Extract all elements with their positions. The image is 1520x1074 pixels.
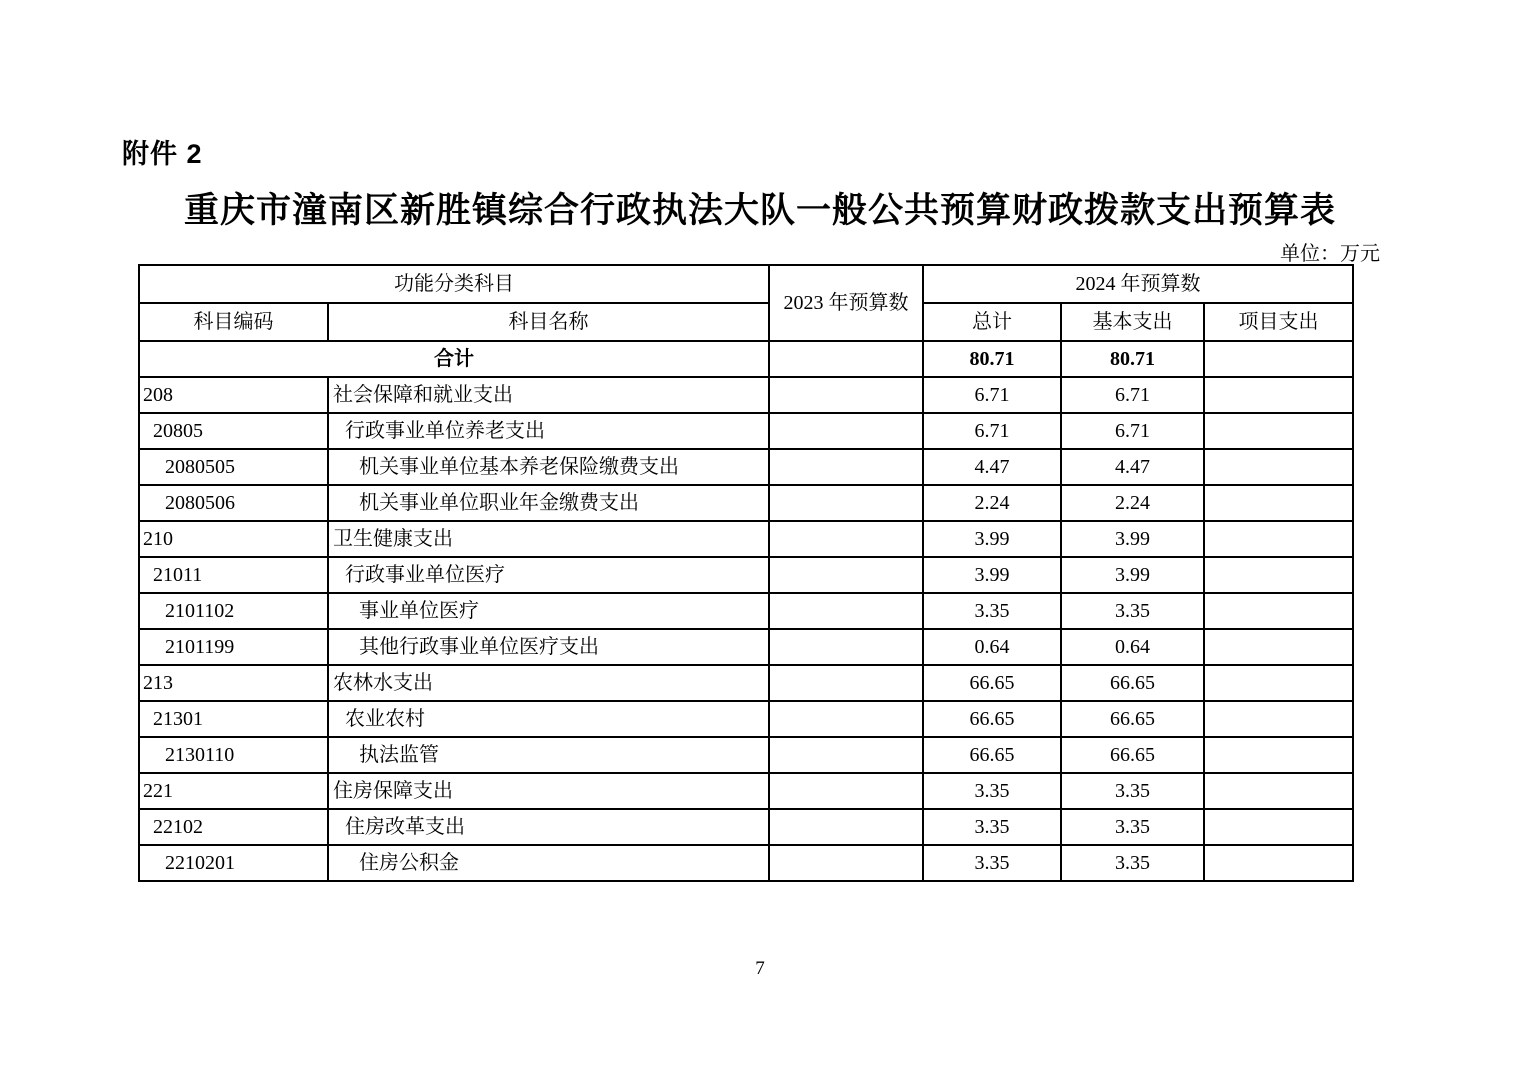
row-code-cell: 210 — [139, 521, 328, 557]
table-row — [139, 629, 1353, 665]
row-name-cell: 机关事业单位职业年金缴费支出 — [328, 485, 769, 521]
table-row — [139, 557, 1353, 593]
row-total-cell: 0.64 — [923, 629, 1061, 665]
row-code-cell: 221 — [139, 773, 328, 809]
header-budget-2024: 2024 年预算数 — [923, 265, 1353, 303]
row-code-cell: 213 — [139, 665, 328, 701]
row-code-cell: 2080506 — [139, 485, 328, 521]
row-project-cell — [1204, 665, 1353, 701]
row-total-cell: 3.35 — [923, 593, 1061, 629]
row-code-cell: 2080505 — [139, 449, 328, 485]
row-project-cell — [1204, 377, 1353, 413]
row-code-cell: 2101102 — [139, 593, 328, 629]
row-basic-cell: 2.24 — [1061, 485, 1204, 521]
table-header-row-2 — [139, 303, 1353, 341]
table-row — [139, 449, 1353, 485]
row-2023-cell — [769, 449, 923, 485]
row-2023-cell — [769, 485, 923, 521]
row-project-cell — [1204, 593, 1353, 629]
row-code-cell: 20805 — [139, 413, 328, 449]
row-name-cell: 机关事业单位基本养老保险缴费支出 — [328, 449, 769, 485]
table-row — [139, 809, 1353, 845]
row-project-cell — [1204, 737, 1353, 773]
row-basic-cell: 66.65 — [1061, 665, 1204, 701]
header-budget-2023: 2023 年预算数 — [769, 265, 923, 341]
row-basic-cell: 3.99 — [1061, 521, 1204, 557]
row-project-cell — [1204, 629, 1353, 665]
row-project-cell — [1204, 845, 1353, 881]
row-basic-cell: 66.65 — [1061, 737, 1204, 773]
row-name-cell: 农业农村 — [328, 701, 769, 737]
row-name-cell: 农林水支出 — [328, 665, 769, 701]
row-code-cell: 2130110 — [139, 737, 328, 773]
row-project-cell — [1204, 449, 1353, 485]
table-row — [139, 701, 1353, 737]
row-name-cell: 社会保障和就业支出 — [328, 377, 769, 413]
row-project-cell — [1204, 557, 1353, 593]
row-total-cell: 66.65 — [923, 665, 1061, 701]
table-row — [139, 665, 1353, 701]
row-2023-cell — [769, 845, 923, 881]
table-row — [139, 485, 1353, 521]
row-total-cell: 2.24 — [923, 485, 1061, 521]
row-2023-cell — [769, 521, 923, 557]
row-2023-cell — [769, 701, 923, 737]
header-basic-expense: 基本支出 — [1061, 303, 1204, 341]
table-total-row — [139, 341, 1353, 377]
page-number: 7 — [755, 958, 765, 979]
table-row — [139, 413, 1353, 449]
row-2023-cell — [769, 593, 923, 629]
row-name-cell: 住房保障支出 — [328, 773, 769, 809]
row-basic-cell: 0.64 — [1061, 629, 1204, 665]
row-project-cell — [1204, 485, 1353, 521]
table-row — [139, 377, 1353, 413]
row-name-cell: 其他行政事业单位医疗支出 — [328, 629, 769, 665]
total-row-project-cell — [1204, 341, 1353, 377]
row-total-cell: 3.35 — [923, 845, 1061, 881]
table-row — [139, 521, 1353, 557]
row-total-cell: 3.35 — [923, 809, 1061, 845]
row-2023-cell — [769, 629, 923, 665]
row-project-cell — [1204, 413, 1353, 449]
total-row-2023-cell — [769, 341, 923, 377]
table-row — [139, 773, 1353, 809]
row-2023-cell — [769, 773, 923, 809]
budget-table — [138, 264, 1354, 882]
row-2023-cell — [769, 737, 923, 773]
row-basic-cell: 3.35 — [1061, 809, 1204, 845]
row-total-cell: 3.35 — [923, 773, 1061, 809]
row-2023-cell — [769, 665, 923, 701]
row-2023-cell — [769, 809, 923, 845]
row-total-cell: 3.99 — [923, 557, 1061, 593]
row-name-cell: 执法监管 — [328, 737, 769, 773]
row-total-cell: 4.47 — [923, 449, 1061, 485]
row-total-cell: 66.65 — [923, 701, 1061, 737]
row-code-cell: 2210201 — [139, 845, 328, 881]
row-name-cell: 行政事业单位医疗 — [328, 557, 769, 593]
row-total-cell: 6.71 — [923, 413, 1061, 449]
total-row-total-cell: 80.71 — [923, 341, 1061, 377]
header-total: 总计 — [923, 303, 1061, 341]
row-basic-cell: 3.35 — [1061, 593, 1204, 629]
row-2023-cell — [769, 377, 923, 413]
row-basic-cell: 3.35 — [1061, 845, 1204, 881]
row-basic-cell: 6.71 — [1061, 377, 1204, 413]
row-basic-cell: 6.71 — [1061, 413, 1204, 449]
row-code-cell: 2101199 — [139, 629, 328, 665]
header-subject-code: 科目编码 — [139, 303, 328, 341]
row-name-cell: 事业单位医疗 — [328, 593, 769, 629]
row-name-cell: 住房改革支出 — [328, 809, 769, 845]
row-project-cell — [1204, 521, 1353, 557]
row-total-cell: 6.71 — [923, 377, 1061, 413]
row-basic-cell: 4.47 — [1061, 449, 1204, 485]
row-name-cell: 住房公积金 — [328, 845, 769, 881]
total-row-label: 合计 — [139, 341, 769, 377]
attachment-label: 附件 2 — [122, 139, 203, 169]
row-name-cell: 行政事业单位养老支出 — [328, 413, 769, 449]
header-subject-name: 科目名称 — [328, 303, 769, 341]
row-2023-cell — [769, 557, 923, 593]
total-row-basic-cell: 80.71 — [1061, 341, 1204, 377]
header-function-group: 功能分类科目 — [139, 265, 769, 303]
table-row — [139, 845, 1353, 881]
header-project-expense: 项目支出 — [1204, 303, 1353, 341]
row-basic-cell: 66.65 — [1061, 701, 1204, 737]
row-basic-cell: 3.35 — [1061, 773, 1204, 809]
row-code-cell: 208 — [139, 377, 328, 413]
page-title: 重庆市潼南区新胜镇综合行政执法大队一般公共预算财政拨款支出预算表 — [183, 191, 1336, 230]
row-code-cell: 21011 — [139, 557, 328, 593]
row-project-cell — [1204, 809, 1353, 845]
row-total-cell: 3.99 — [923, 521, 1061, 557]
table-row — [139, 593, 1353, 629]
row-code-cell: 21301 — [139, 701, 328, 737]
row-total-cell: 66.65 — [923, 737, 1061, 773]
row-project-cell — [1204, 773, 1353, 809]
row-name-cell: 卫生健康支出 — [328, 521, 769, 557]
row-basic-cell: 3.99 — [1061, 557, 1204, 593]
row-code-cell: 22102 — [139, 809, 328, 845]
unit-note: 单位：万元 — [1280, 243, 1380, 265]
table-row — [139, 737, 1353, 773]
table-header-row-1 — [139, 265, 1353, 303]
row-project-cell — [1204, 701, 1353, 737]
row-2023-cell — [769, 413, 923, 449]
